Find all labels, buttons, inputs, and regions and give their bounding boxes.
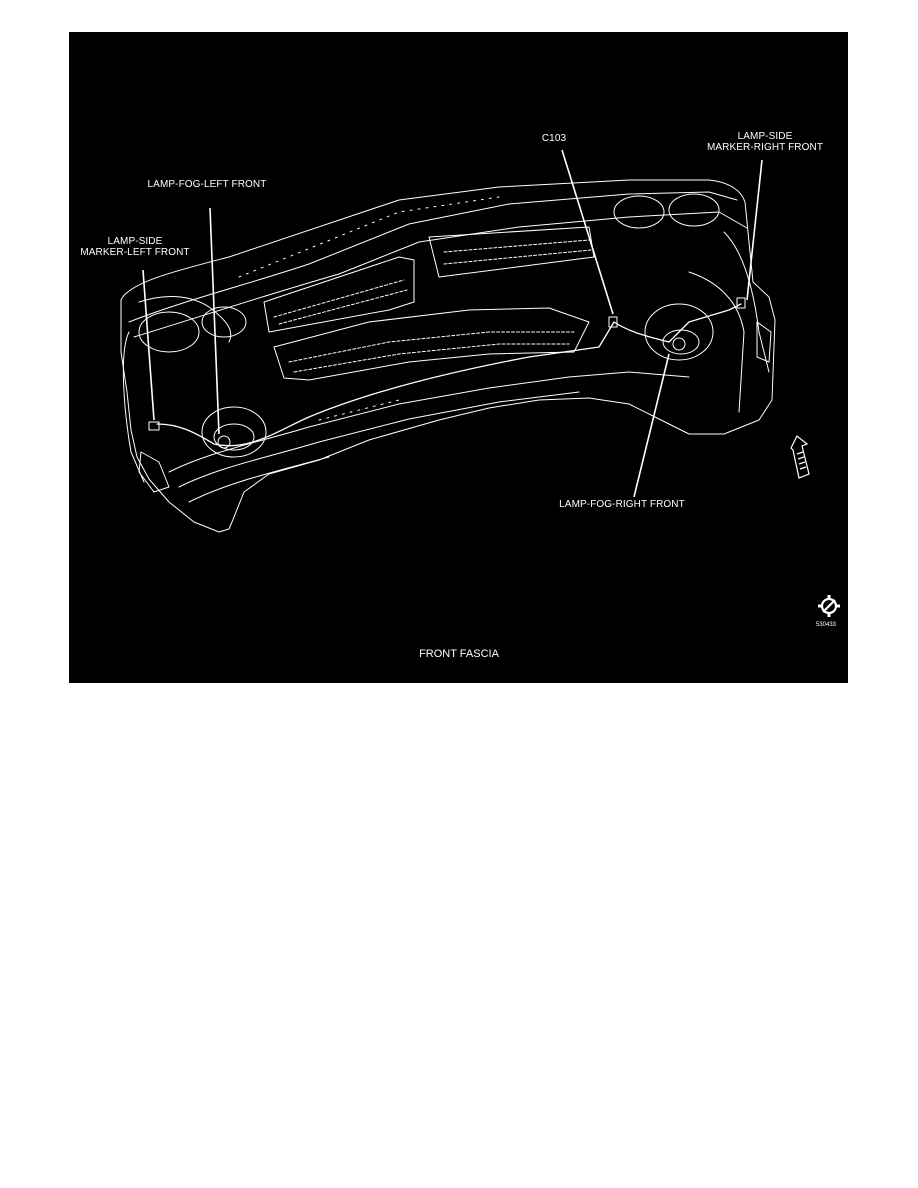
front-fascia-drawing (69, 32, 848, 683)
callout-line1: LAMP-SIDE (107, 236, 163, 247)
figure-caption: FRONT FASCIA (419, 648, 499, 660)
wiring-harness (157, 304, 741, 446)
fascia-outline (121, 180, 775, 532)
no-symbol-gear-icon (818, 595, 840, 617)
callout-line2: MARKER-RIGHT FRONT (706, 142, 824, 153)
front-arrow-icon (785, 434, 813, 482)
leader-side-marker-right (747, 160, 762, 300)
callout-lamp-fog-right-front (542, 499, 702, 510)
callout-lamp-side-marker-right-front (705, 131, 825, 153)
diagram-figure (69, 32, 848, 683)
callout-line2: MARKER-LEFT FRONT (80, 247, 190, 258)
callout-line1: C103 (541, 133, 567, 144)
leader-fog-left (210, 208, 219, 434)
callout-line1: LAMP-FOG-LEFT FRONT (147, 179, 267, 190)
leader-side-marker-left (143, 270, 154, 420)
callout-c103 (524, 133, 584, 144)
callout-line1: LAMP-SIDE (737, 131, 793, 142)
leader-c103 (562, 150, 613, 314)
callout-lamp-side-marker-left-front (75, 236, 195, 258)
leader-fog-right (634, 354, 669, 497)
callout-lamp-fog-left-front (132, 179, 282, 190)
figure-number: 530433 (816, 622, 837, 628)
callout-line1: LAMP-FOG-RIGHT FRONT (559, 499, 685, 510)
